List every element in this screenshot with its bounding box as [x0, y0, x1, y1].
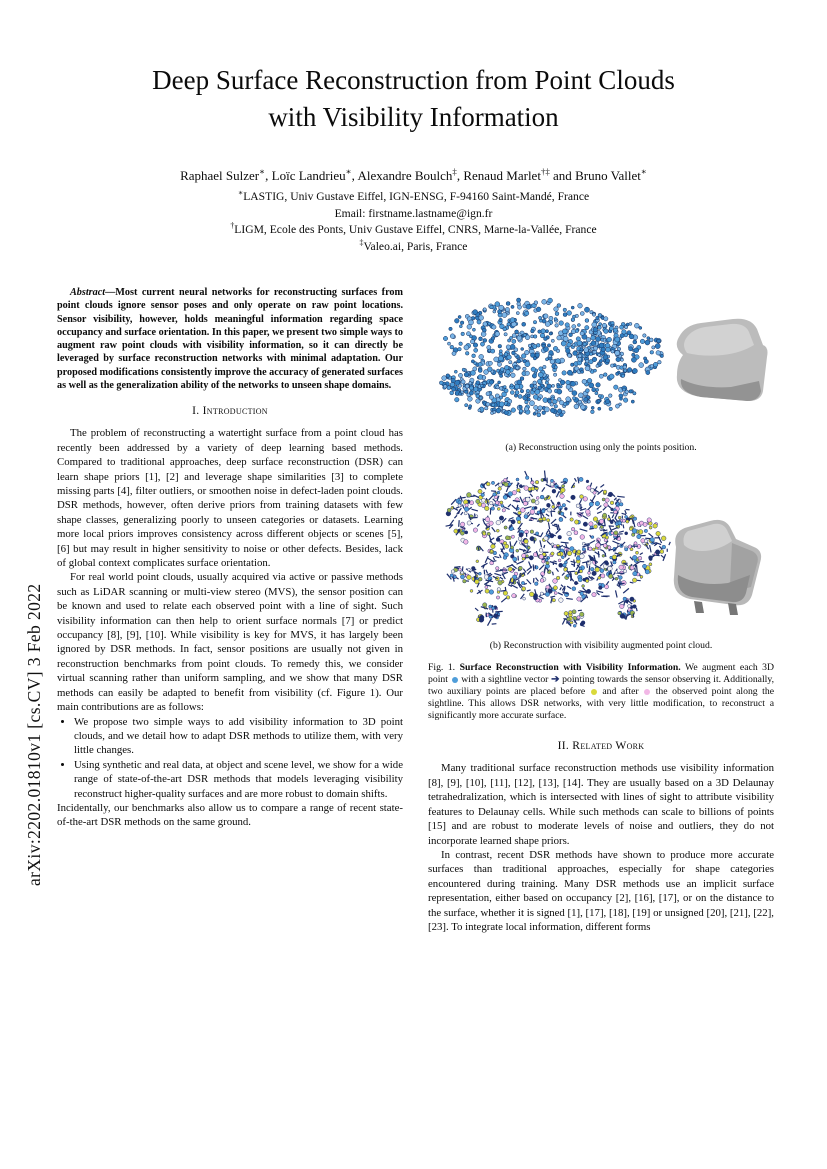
- arxiv-watermark: arXiv:2202.01810v1 [cs.CV] 3 Feb 2022: [24, 583, 44, 886]
- figure-1a-caption: (a) Reconstruction using only the points position.: [505, 442, 697, 453]
- reconstruction-render-a: [677, 319, 768, 401]
- abstract: [57, 286, 403, 392]
- intro-paragraph-1: The problem of reconstructing a watertight surface from a point cloud has recently been addressed by a variety of deep learning based methods. Compared to traditional approaches, deep surface reconstruction (DSR) can learn shape priors [1], [2] and leverage shape similarities [3] to complete missing parts [4], filter outliers, or smoothen noise in defect-laden point clouds. DSR methods, however, often derive priors from training datasets with few shape classes, generalizing poorly to unseen categories or datasets. Learning more local priors improves consistency across different objects or scenes [5], [6] but may result in higher sensitivity to noise or other defects. Besides, lack of global context complicates surface orientation.: [57, 427, 403, 570]
- sightline-arrow-icon: ➔: [551, 674, 560, 686]
- affiliation-line: Email: firstname.lastname@ign.fr: [334, 206, 493, 220]
- intro-paragraph-2: For real world point clouds, usually acquired via active or passive methods such as LiDAR scanning or multi-view stereo (MVS), the sensor position can be known and used to relate each observed point with a line of sight. Such visibility information can then help to orient surface normals [7] or predict occupancy [8], [9], [10]. While visibility is key for MVS, it has largely been ignored by DSR methods. In fact, sensor positions are usually not given in reconstruction benchmarks from point clouds. To remedy this, we consider virtual scanning rather than uniform sampling, and we show that many DSR methods can easily be adapted to benefit from visibility (cf. Figure 1). Our main contributions are as follows:: [57, 571, 403, 714]
- contributions-list: [57, 715, 403, 801]
- figure-1b: [428, 465, 774, 638]
- abstract-body: —Most current neural networks for reconstructing surfaces from point clouds ignore sensor poses and only operate on raw point locations. Sensor visibility, however, holds meaningful information regarding space occupancy and surface orientation. In this paper, we present two simple ways to augment raw point clouds with visibility information, so it can directly be leveraged by surface reconstruction networks with minimal adaptation. Our proposed modifications consistently improve the accuracy of generated surfaces as well as the generalization ability of the networks to unseen shape domains.: [57, 287, 403, 392]
- pointcloud-figure-a: [428, 291, 774, 435]
- blue-point-icon: [452, 677, 458, 683]
- pointcloud-figure-b: [428, 465, 774, 633]
- pointcloud-a-dots: [439, 298, 663, 417]
- affiliation-line: †LIGM, Ecole des Ponts, Univ Gustave Eiffel, CNRS, Marne-la-Vallée, France: [230, 221, 597, 236]
- section-heading-introduction: I. Introduction: [192, 404, 268, 418]
- paper-title: Deep Surface Reconstruction from Point Clouds with Visibility Information: [152, 65, 675, 132]
- figure-1a: [428, 291, 774, 440]
- figure-gap: [428, 453, 774, 465]
- left-column: [57, 286, 403, 830]
- abstract-lead: Abstract: [70, 287, 106, 298]
- affiliation-line: ∗LASTIG, Univ Gustave Eiffel, IGN-ENSG, F-94160 Saint-Mandé, France: [237, 188, 590, 203]
- intro-closing-paragraph: Incidentally, our benchmarks also allow us to compare a range of recent state-of-the-art DSR methods on the same ground.: [57, 801, 403, 829]
- affiliation-line: ‡Valeo.ai, Paris, France: [359, 237, 468, 253]
- contribution-item-1: • We propose two simple ways to add visibility information to 3D point clouds, and we detail how to adapt DSR methods to utilize them, with very little changes.: [74, 715, 403, 758]
- pointcloud-b-marks: [446, 471, 671, 628]
- reconstruction-render-b: [674, 520, 761, 615]
- author-line: Raphael Sulzer∗, Loïc Landrieu∗, Alexandre Boulch‡, Renaud Marlet†‡ and Bruno Vallet∗: [180, 166, 647, 183]
- related-work-paragraph-2: In contrast, recent DSR methods have shown to produce more accurate surfaces than traditional approaches, especially for shape categories encountered during training. Many DSR methods use an implicit surface representation, either based on occupancy [2], [16], [17], or on the distance to the surface, whether it is signed [1], [17], [18], [19] or unsigned [20], [21], [22], [23]. To integrate local information, different forms: [428, 848, 774, 933]
- yellow-point-icon: [591, 689, 597, 695]
- pink-point-icon: [644, 689, 650, 695]
- section-heading-related-work: II. Related Work: [557, 739, 645, 753]
- affiliations: [0, 189, 827, 255]
- related-work-paragraph-1: Many traditional surface reconstruction methods use visibility information [8], [9], [10], [11], [12], [13], [14]. They are usually based on a 3D Delaunay tetrahedralization, which is intersected with lines of sight to attribute visibility features to Delaunay cells. While such methods can scale to billions of points [15] and are robust to moderate levels of noise and outliers, they do not incorporate learned shape priors.: [428, 762, 774, 847]
- figure1-caption: Fig. 1. Surface Reconstruction with Visibility Information. We augment each 3D point with a sightline vector ➔ pointing towards the sensor observing it. Additionally, two auxiliary points are placed before and after the observed point along the sightline. This allows DSR networks, with very little modification, to reconstruct a significantly more accurate surface.: [428, 662, 775, 722]
- right-column: [428, 291, 774, 934]
- contribution-item-2: • Using synthetic and real data, at object and scene level, we show for a wide range of state-of-the-art DSR methods that models leveraging visibility reconstruct higher-quality surfaces and are more robust to domain shifts.: [74, 758, 403, 801]
- figure-1b-caption: (b) Reconstruction with visibility augmented point cloud.: [489, 640, 713, 651]
